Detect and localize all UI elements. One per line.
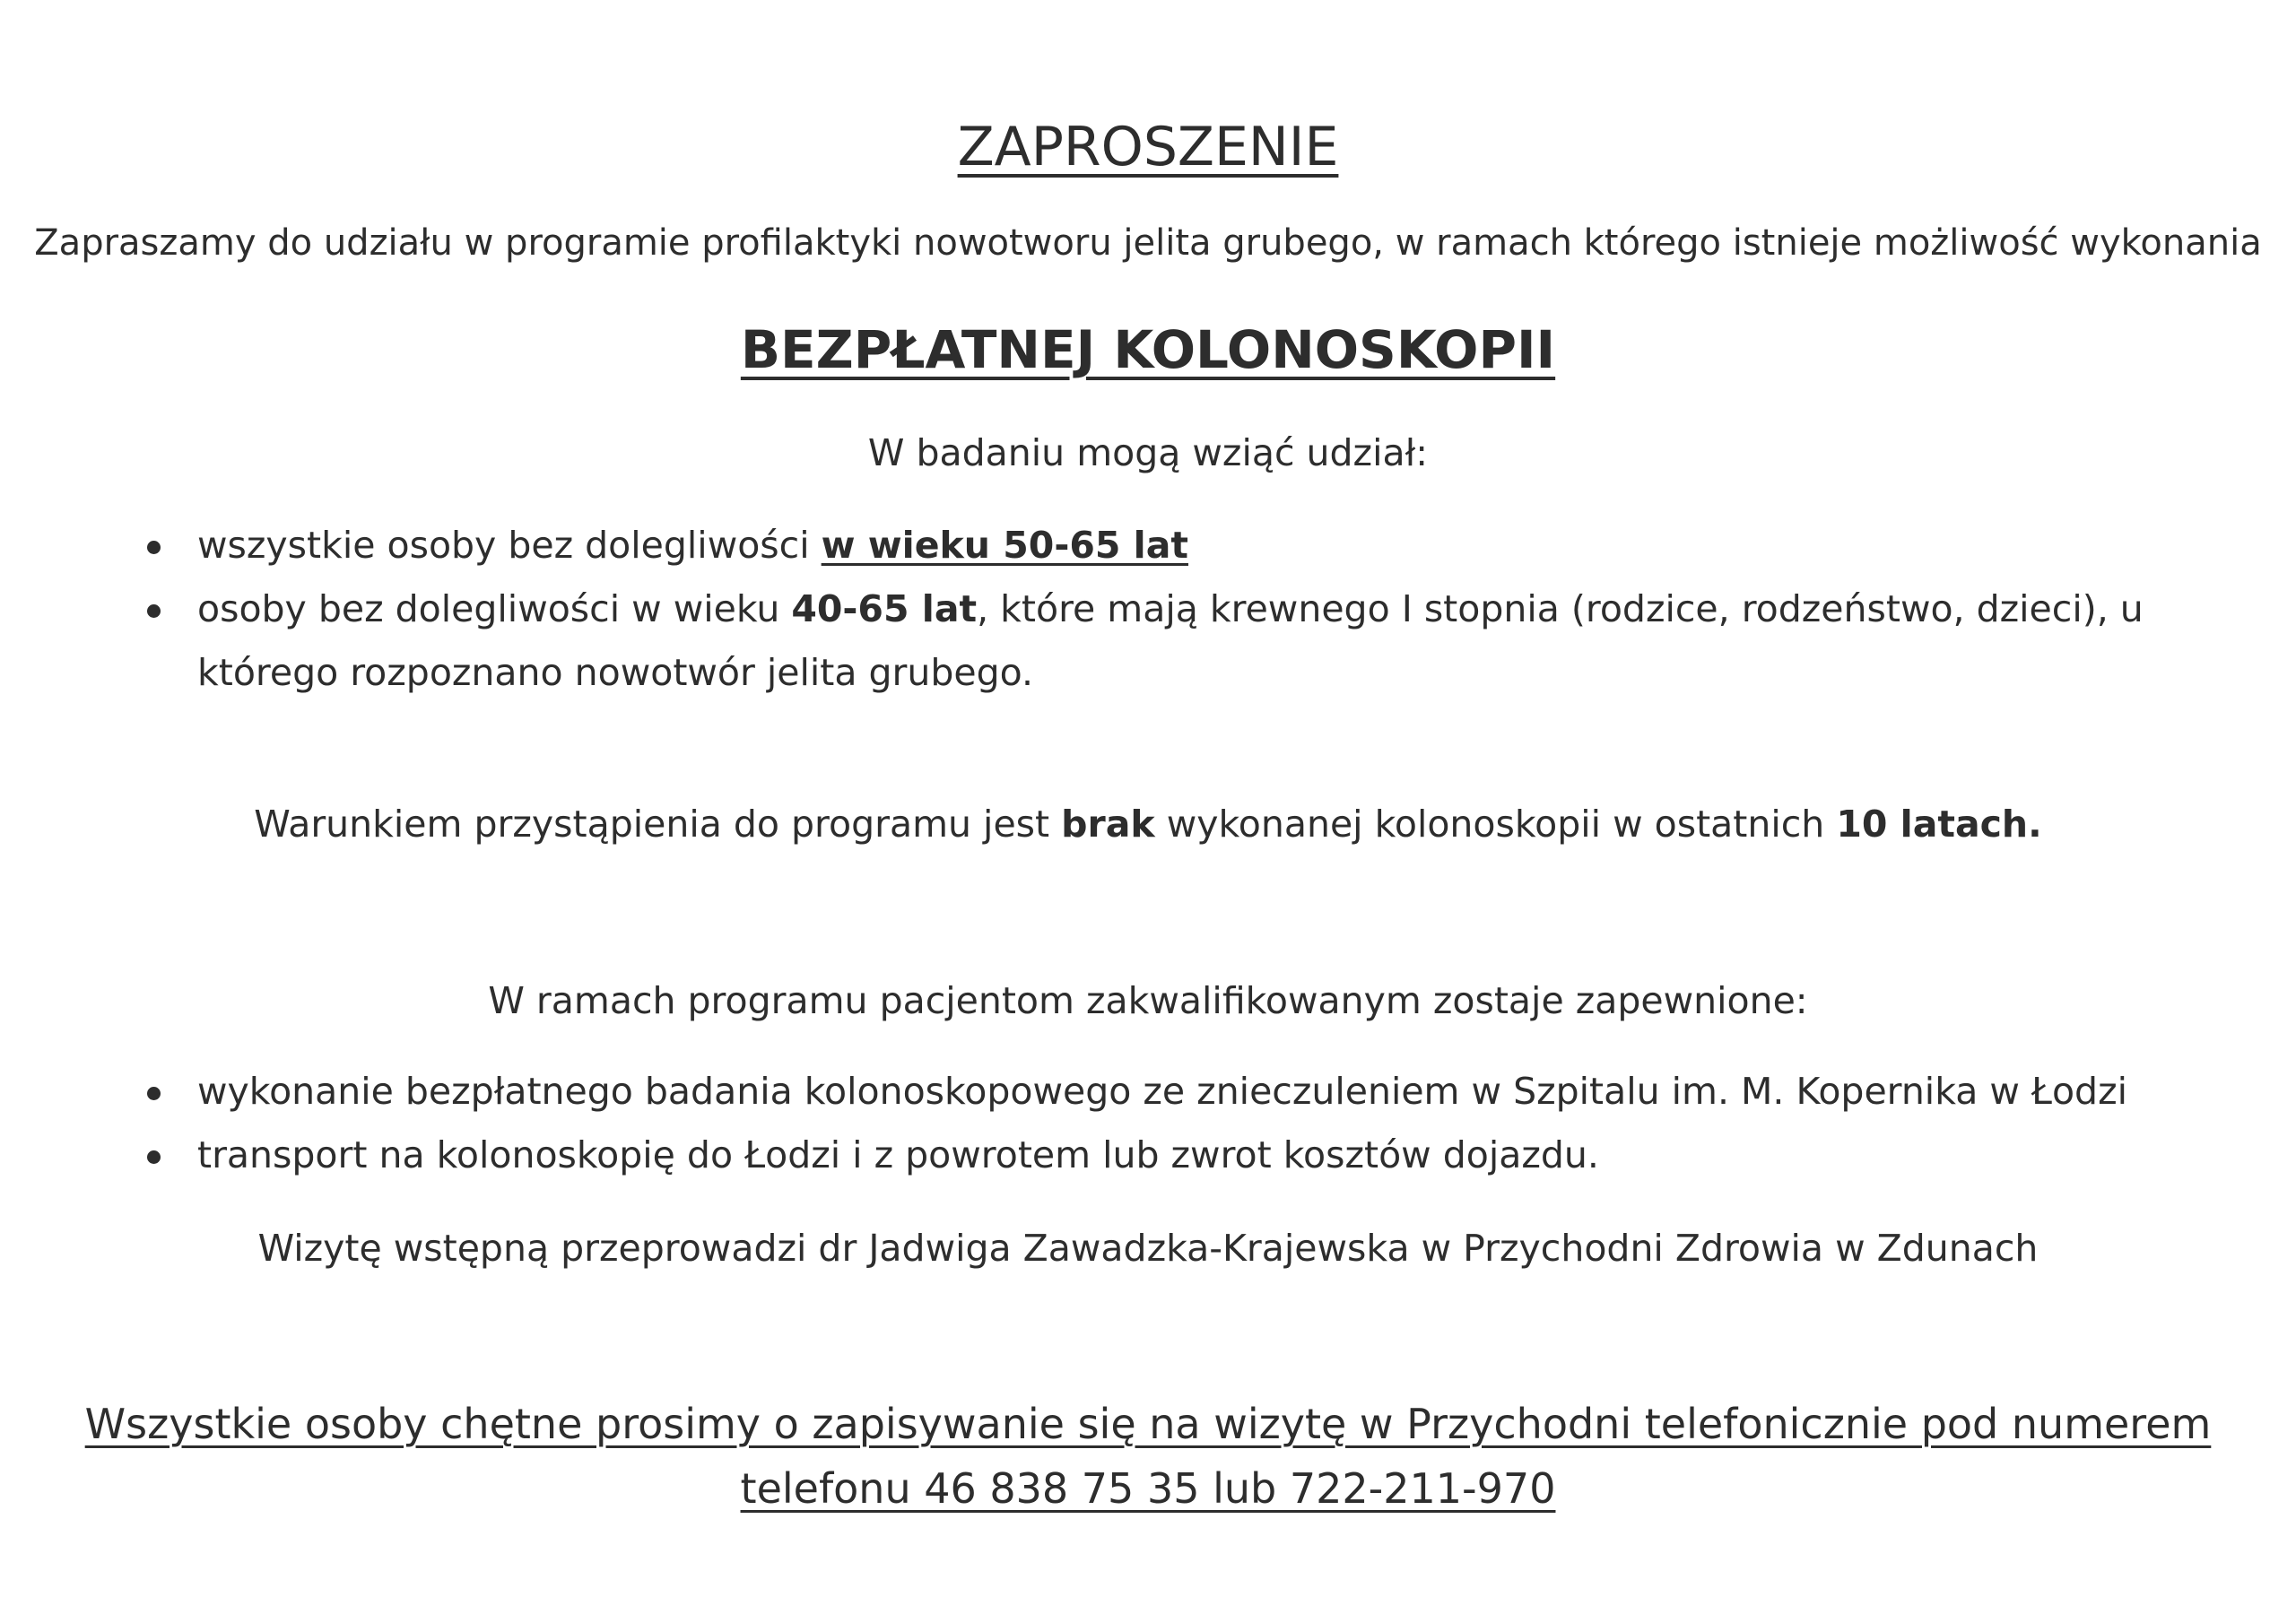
condition-text: Warunkiem przystąpienia do programu jest brak wykonanej kolonoskopii w ostatnich 10 latach. (254, 803, 2042, 846)
provided-list (144, 1060, 2233, 1187)
footer-line-2: telefonu 46 838 75 35 lub 722-211-970 (740, 1464, 1556, 1513)
eligibility-heading: W badaniu mogą wziąć udział: (867, 431, 1429, 474)
age-range-emphasis: w wieku 50-65 lat (821, 524, 1188, 567)
list-item: wykonanie bezpłatnego badania kolonoskopowego ze znieczuleniem w Szpitalu im. M. Kopernika w Łodzi (144, 1060, 2233, 1124)
headline: BEZPŁATNEJ KOLONOSKOPII (740, 319, 1556, 380)
list-item: transport na kolonoskopię do Łodzi i z powrotem lub zwrot kosztów dojazdu. (144, 1124, 2233, 1187)
intro-text: Zapraszamy do udziału w programie profilaktyki nowotworu jelita grubego, w ramach którego istnieje możliwość wykonania (34, 222, 2262, 264)
signup-footer (0, 1392, 2296, 1521)
page-title: ZAPROSZENIE (957, 116, 1339, 178)
eligibility-list (144, 514, 2233, 705)
age-range-emphasis: 40-65 lat (791, 587, 978, 630)
list-item: osoby bez dolegliwości w wieku 40-65 lat, które mają krewnego I stopnia (rodzice, rodzeństwo, dzieci), u którego rozpoznano nowotwór jelita grubego. (144, 577, 2233, 705)
visit-info: Wizytę wstępną przeprowadzi dr Jadwiga Zawadzka-Krajewska w Przychodni Zdrowia w Zdunach (257, 1227, 2039, 1270)
footer-line-1: Wszystkie osoby chętne prosimy o zapisywanie się na wizytę w Przychodni telefonicznie pod numerem (84, 1400, 2212, 1448)
provided-heading: W ramach programu pacjentom zakwalifikowanym zostaje zapewnione: (488, 979, 1808, 1022)
list-item: wszystkie osoby bez dolegliwości w wieku 50-65 lat (144, 514, 2233, 577)
